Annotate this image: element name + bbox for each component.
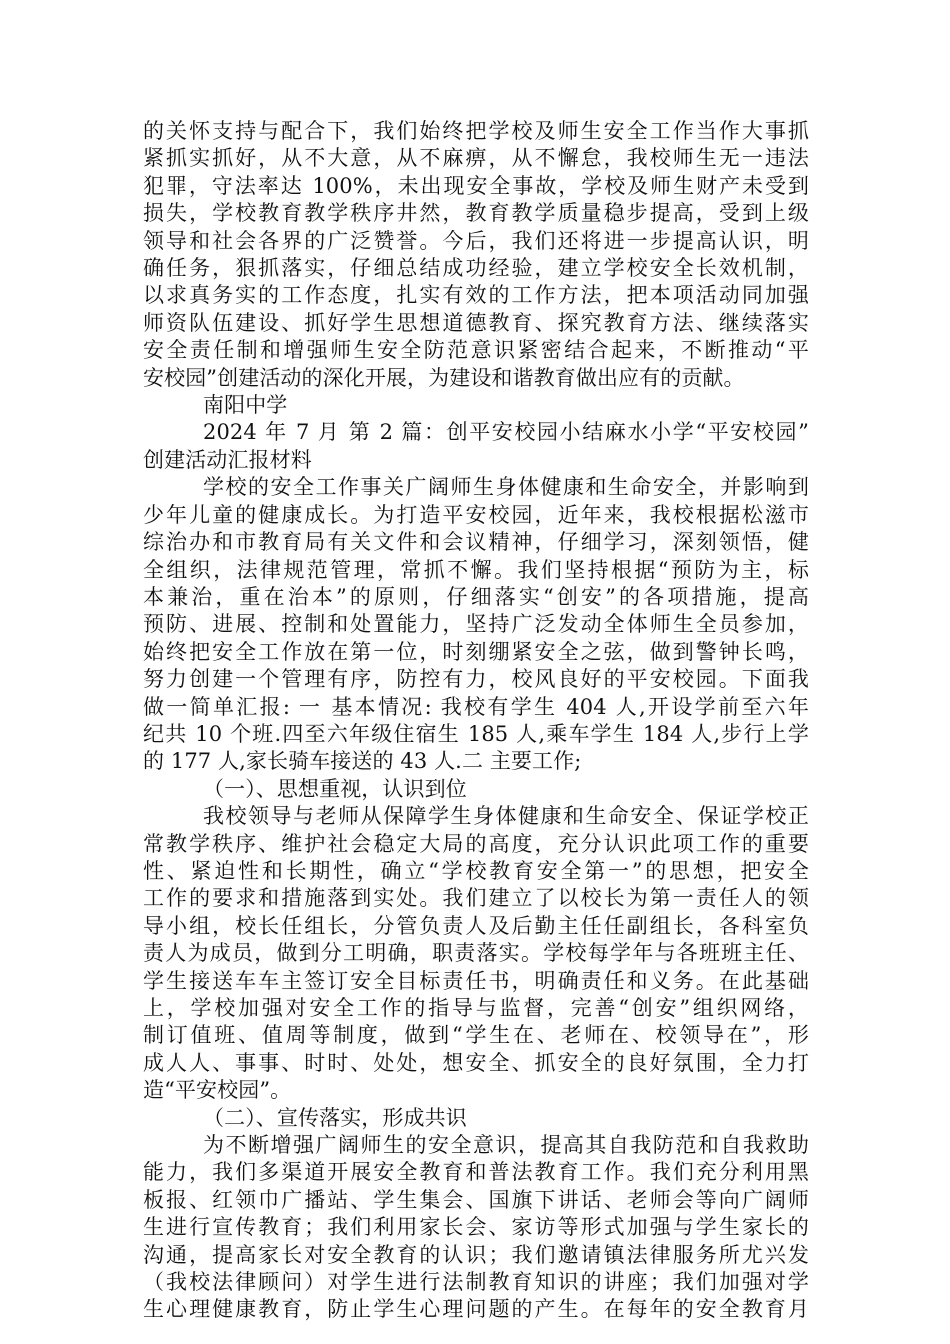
text-line: 始终把安全工作放在第一位，时刻绷紧安全之弦，做到警钟长鸣， [143,639,809,664]
text-line: 师资队伍建设、抓好学生思想道德教育、探究教育方法、继续落实 [143,310,809,335]
text-line: 的关怀支持与配合下，我们始终把学校及师生安全工作当作大事抓 [143,119,809,143]
text-line: 造“平安校园”。 [143,1078,292,1103]
text-line: 综治办和市教育局有关文件和会议精神，仔细学习，深刻领悟，健 [143,530,809,555]
text-line: 常教学秩序、维护社会稳定大局的高度，充分认识此项工作的重要 [143,831,809,856]
text-line: （我校法律顾问）对学生进行法制教育知识的讲座；我们加强对学 [143,1270,809,1295]
text-line: 制订值班、值周等制度，做到“学生在、老师在、校领导在”，形 [143,1023,809,1048]
text-line: 损失，学校教育教学秩序井然，教育教学质量稳步提高，受到上级 [143,201,809,226]
text-line: （一）、思想重视，认识到位 [203,776,467,801]
text-line: 板报、红领巾广播站、学生集会、国旗下讲话、老师会等向广阔师 [143,1187,809,1212]
text-line: 生进行宣传教育；我们利用家长会、家访等形式加强与学生家长的 [143,1215,809,1240]
text-line: 少年儿童的健康成长。为打造平安校园，近年来，我校根据松滋市 [143,502,809,527]
text-line: 创建活动汇报材料 [143,447,312,472]
text-line: 紧抓实抓好，从不大意，从不麻痹，从不懈怠，我校师生无一违法 [143,146,809,171]
text-line: 全组织，法律规范管理，常抓不懈。我们坚持根据“预防为主，标 [143,557,809,582]
text-line: 预防、进展、控制和处置能力，坚持广泛发动全体师生全员参加， [143,612,809,637]
text-line: 能力，我们多渠道开展安全教育和普法教育工作。我们充分利用黑 [143,1160,809,1185]
text-line: 责人为成员，做到分工明确，职责落实。学校每学年与各班班主任、 [143,941,809,966]
text-line: 导小组，校长任组长，分管负责人及后勤主任任副组长，各科室负 [143,913,809,938]
text-line: 努力创建一个管理有序，防控有力，校风良好的平安校园。下面我 [143,667,809,692]
text-line: 上，学校加强对安全工作的指导与监督，完善“创安”组织网络， [143,996,809,1020]
text-line: 安全责任制和增强师生安全防范意识紧密结合起来，不断推动“平 [143,338,809,363]
text-line: 成人人、事事、时时、处处，想安全、抓安全的良好氛围，全力打 [143,1050,809,1075]
text-line: 做一简单汇报: 一 基本情况: 我校有学生 404 人,开设学前至六年 [143,694,809,719]
text-line: 为不断增强广阔师生的安全意识，提高其自我防范和自我救助 [203,1133,809,1158]
text-line: 沟通，提高家长对安全教育的认识；我们邀请镇法律服务所尤兴发 [143,1242,809,1267]
text-line: 工作的要求和措施落到实处。我们建立了以校长为第一责任人的领 [143,886,809,911]
text-line: 安校园”创建活动的深化开展，为建设和谐教育做出应有的贡献。 [143,365,745,390]
document-page [143,118,809,1324]
text-line: 南阳中学 [203,393,288,418]
text-line: 2024 年 7 月 第 2 篇：创平安校园小结麻水小学“平安校园” [203,420,809,445]
text-line: 犯罪，守法率达 100%，未出现安全事故，学校及师生财产未受到 [143,173,809,198]
text-line: 学校的安全工作事关广阔师生身体健康和生命安全，并影响到 [203,475,809,500]
text-line: 以求真务实的工作态度，扎实有效的工作方法，把本项活动同加强 [143,283,809,308]
text-line: 学生接送车车主签订安全目标责任书，明确责任和义务。在此基础 [143,968,809,993]
text-line: 纪共 10 个班.四至六年级住宿生 185 人,乘车学生 184 人,步行上学 [143,721,809,746]
text-line: 我校领导与老师从保障学生身体健康和生命安全、保证学校正 [203,804,809,829]
text-line: 确任务，狠抓落实，仔细总结成功经验，建立学校安全长效机制， [143,256,809,281]
text-line: 本兼治，重在治本”的原则，仔细落实“创安”的各项措施，提高 [143,584,809,609]
text-line: 性、紧迫性和长期性，确立“学校教育安全第一”的思想，把安全 [143,858,809,883]
text-line: 生心理健康教育，防止学生心理问题的产生。在每年的安全教育月 [143,1297,809,1322]
text-line: 领导和社会各界的广泛赞誉。今后，我们还将进一步提高认识，明 [143,228,809,253]
text-line: （二）、宣传落实，形成共识 [203,1105,467,1130]
text-line: 的 177 人,家长骑车接送的 43 人.二 主要工作; [143,749,582,774]
